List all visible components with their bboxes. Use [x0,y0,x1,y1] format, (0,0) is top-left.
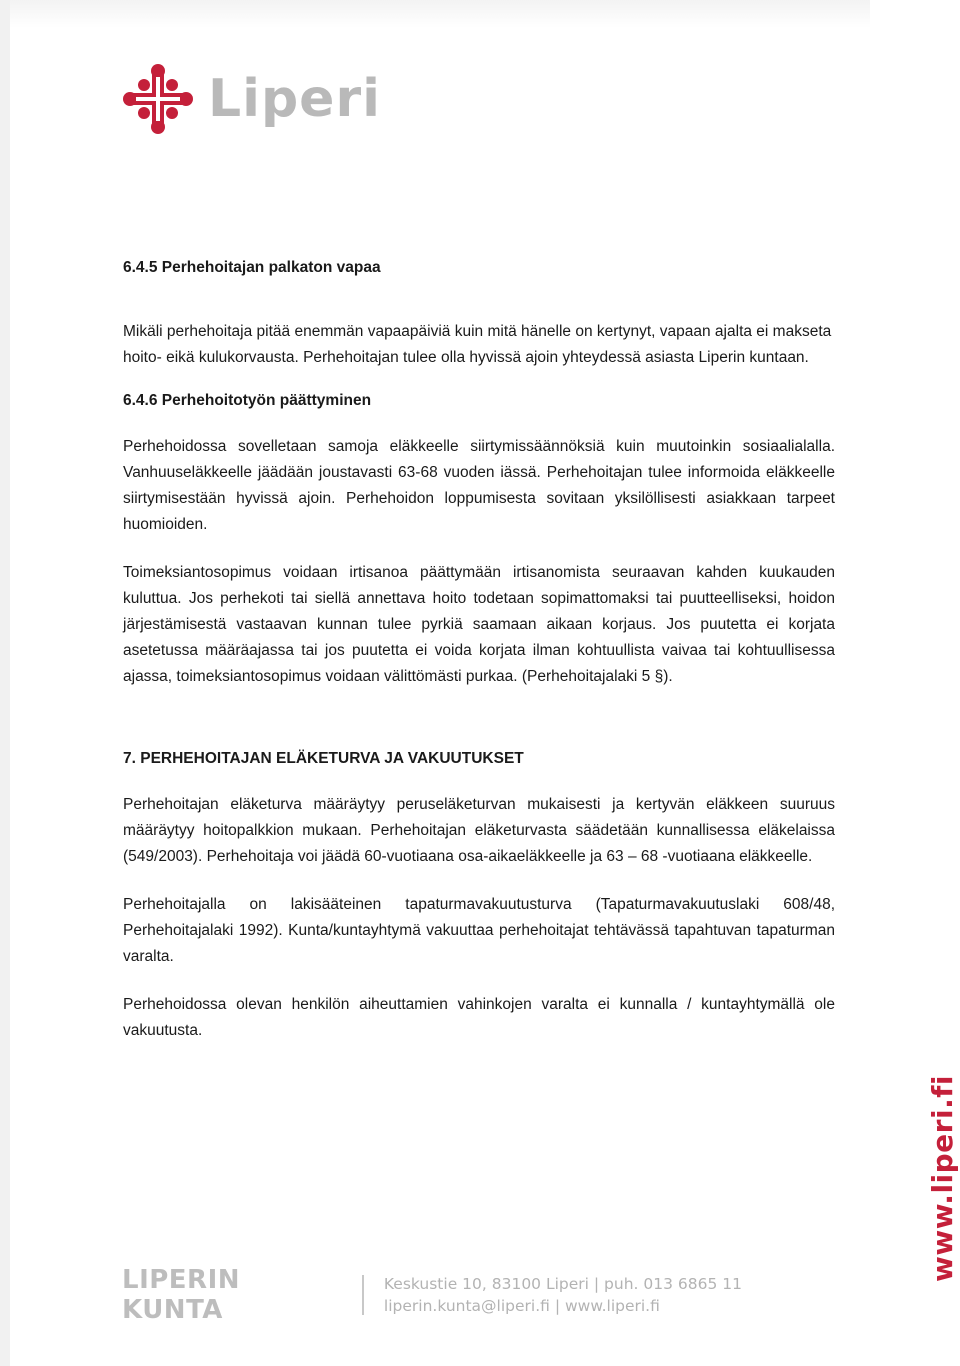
paragraph-accident-insurance: Perhehoitajalla on lakisääteinen tapaturmavakuutusturva (Tapaturmavakuutuslaki 608/48, Perhehoitajalaki 1992). Kunta/kuntayhtymä vakuuttaa perhehoitajat tehtävässä tapahtuvan tapaturman varalta. [123,896,835,965]
footer-contact-block [384,1273,742,1317]
liperi-logo [122,62,382,136]
logo-wordmark: Liperi [208,69,381,129]
page-top-band [0,0,870,28]
document-body [123,255,835,1044]
paragraph-termination: Toimeksiantosopimus voidaan irtisanoa päättymään irtisanomista seuraavan kahden kuukauden kuluttua. Jos perhekoti tai siellä annettava hoito todetaan sopimattomaksi tai puutteelliseksi, hoidon järjestämisestä vastaavan kunnan tulee pyrkiä saamaan aikaan korjaus. Jos puutetta ei korjata asetetussa määräajassa tai jos puutetta ei voida korjata ilman kohtuullista vaivaa tai kohtuullisessa ajassa, toimeksiantosopimus voidaan välittömästi purkaa. (Perhehoitajalaki 5 §). [123,564,835,685]
section-heading-6-4-5: 6.4.5 Perhehoitajan palkaton vapaa [123,259,381,276]
section-heading-6-4-6: 6.4.6 Perhehoitotyön päättyminen [123,392,372,409]
paragraph-damage-insurance: Perhehoidossa olevan henkilön aiheuttamien vahinkojen varalta ei kunnalla / kuntayhtymällä ole vakuutusta. [123,996,835,1039]
paragraph-retirement: Perhehoidossa sovelletaan samoja eläkkeelle siirtymissäännöksiä kuin muutoinkin sosiaalialalla. Vanhuuseläkkeelle jäädään joustavasti 63-68 vuoden iässä. Perhehoitajan tulee informoida eläkkeelle siirtymisestään hyvissä ajoin. Perhehoidon loppumisesta sovitaan yksilöllisesti asiakkaan tarpeet huomioiden. [123,438,835,533]
footer-email-web: liperin.kunta@liperi.fi | www.liperi.fi [383,1297,660,1315]
vertical-web-address: www.liperi.fi [926,1075,959,1282]
paragraph-pension: Perhehoitajan eläketurva määräytyy peruseläketurvan mukaisesti ja kertyvän eläkkeen suuruus määräytyy hoitopalkkion mukaan. Perhehoitajan eläketurvasta säädetään kunnallisessa eläkelaissa (549/2003). Perhehoitaja voi jäädä 60-vuotiaana osa-aikaeläkkeelle ja 63 – 68 -vuotiaana eläkkeelle. [123,796,835,865]
paragraph-unpaid-leave: Mikäli perhehoitaja pitää enemmän vapaapäiviä kuin mitä hänelle on kertynyt, vapaan ajalta ei makseta hoito- eikä kulukorvausta. Perhehoitajan tulee olla hyvissä ajoin yhteydessä asiasta Liperin kuntaan. [123,323,832,366]
coat-of-arms-cross-icon [122,63,194,135]
footer-address: Keskustie 10, 83100 Liperi | puh. 013 6865 11 [383,1275,742,1293]
page-left-band [0,0,10,1366]
page-footer [122,1265,742,1325]
footer-org-name: LIPERIN KUNTA [122,1265,241,1325]
footer-divider [362,1275,364,1315]
section-heading-7: 7. PERHEHOITAJAN ELÄKETURVA JA VAKUUTUKSET [123,750,524,767]
